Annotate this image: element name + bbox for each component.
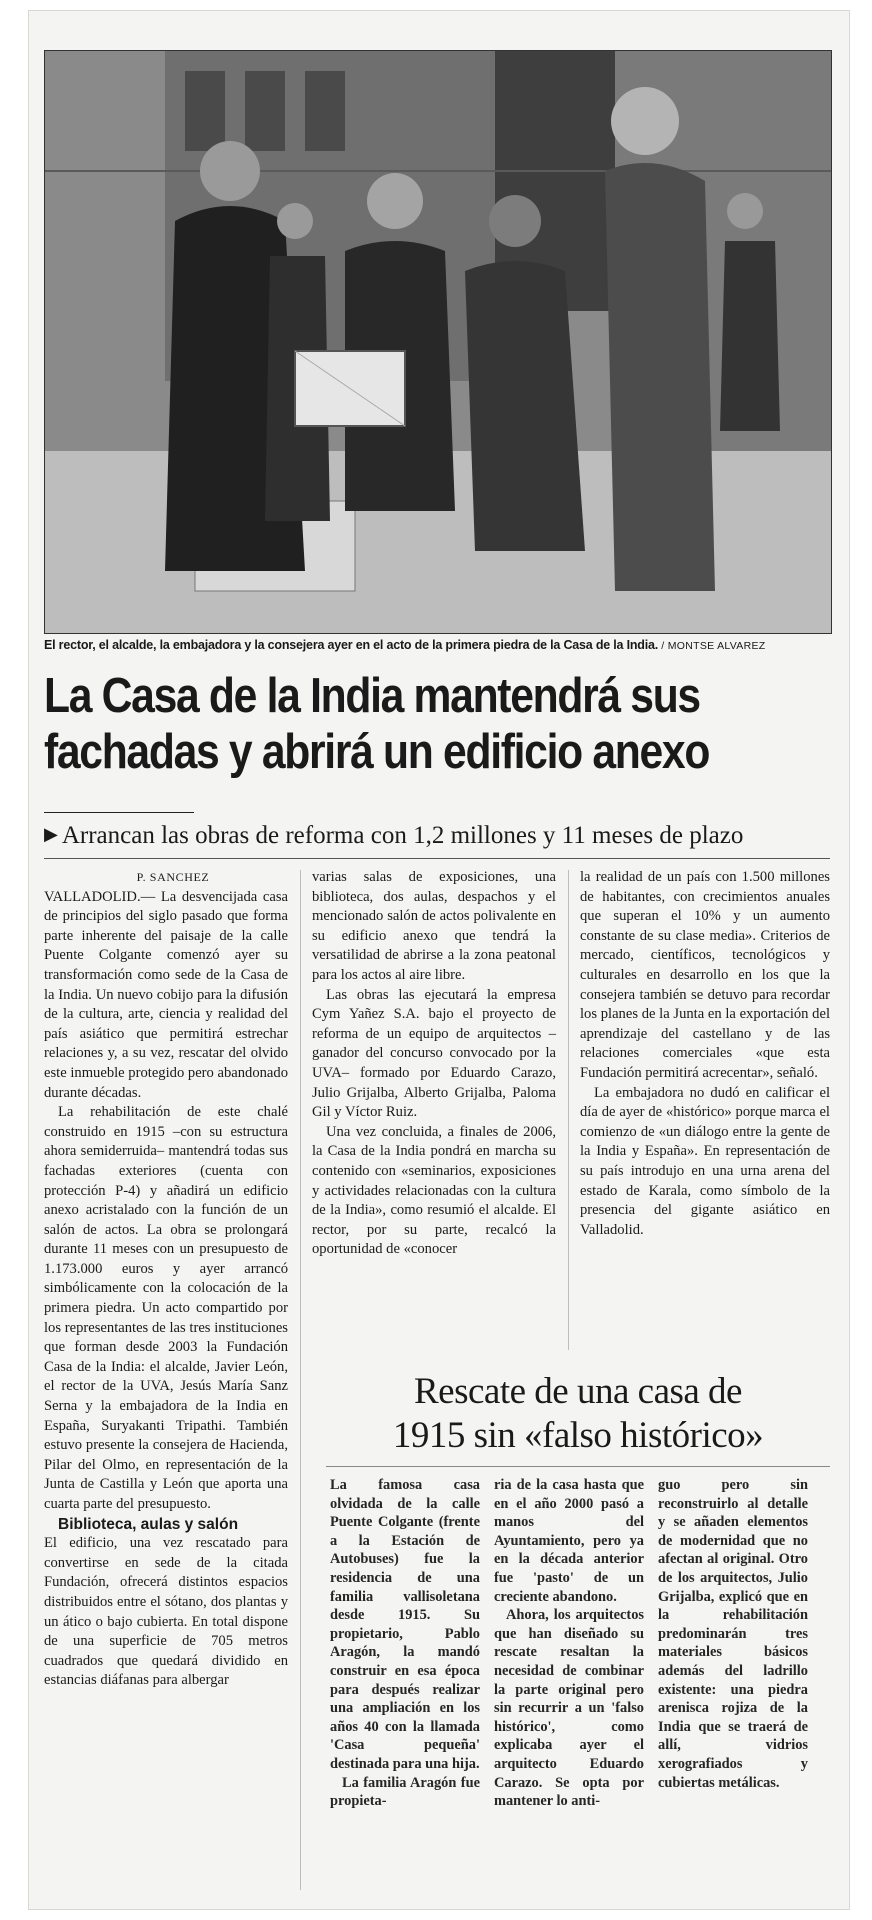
sidebar-paragraph: La famosa casa olvidada de la calle Puente Colgante (frente a la Estación de Autobuses) fue la residencia de una familia vallisoletana desde 1915. Su propietario, Pablo Aragón, la mandó construir en esa época para después realizar una ampliación en los años 40 con la llamada 'Casa pequeña' destinada para una hija. — [330, 1477, 480, 1772]
section-subtitle: Biblioteca, aulas y salón — [58, 1515, 239, 1533]
article-paragraph — [44, 888, 288, 1104]
column-rule — [568, 870, 569, 1350]
paragraph-text: La desvencijada casa de principios del siglo pasado que forma parte inherente del paisaje de la calle Puente Colgante comenzó ayer su transformación como sede de la Casa de la India. Un nuevo cobijo para la difusión de la cultura, arte, ciencia y realidad del país asiático que permitirá estrechar relaciones y, a su vez, rescatar del olvido este inmueble protegido pero abandonado durante décadas. — [44, 888, 288, 1101]
dateline: VALLADOLID.— — [44, 888, 156, 905]
sidebar-title — [326, 1370, 830, 1458]
sidebar-paragraph: guo pero sin reconstruirlo al detalle y se añaden elementos de modernidad que no afectan al original. Otro de los arquitectos, Julio Grijalba, explicó que en la rehabilitación predominarán tres materiales básicos además del ladrillo existente: una piedra arenisca rojiza de la India que se traerá de allí, vidrios xerografiados y cubiertas metálicas. — [658, 1477, 808, 1791]
article-paragraph: la realidad de un país con 1.500 millones de habitantes, con crecimientos anuales que superan el 10% y un aumento constante de su clase media». Criterios de mercado, científicos, tecnológicos y culturales en desarrollo en los que la consejera también se detuvo para recordar los planes de la Junta en la exportación del aprendizaje del castellano y de las relaciones comerciales «que esta Fundación permitirá acrecentar», señaló. — [580, 869, 830, 1081]
byline: P. SANCHEZ — [136, 870, 210, 884]
sidebar-column-3 — [658, 1476, 808, 1792]
article-paragraph: Las obras las ejecutará la empresa Cym Yañez S.A. bajo el proyecto de reforma de un equipo de arquitectos –ganador del concurso convocado por la UVA– formado por Eduardo Carazo, Julio Grijalba, Alberto Grijalba, Paloma Gil y Víctor Ruiz. — [312, 986, 556, 1121]
article-paragraph: La embajadora no dudó en calificar el día de ayer de «histórico» porque marca el comienzo de «un diálogo entre la gente de la India y España». En representación de su país introdujo en una urna arena del estado de Karala, como símbolo de la presencia del gigante asiático en Valladolid. — [580, 1084, 830, 1238]
subheadline — [44, 820, 844, 851]
caption-text: El rector, el alcalde, la embajadora y la consejera ayer en el acto de la primera piedra de la Casa de la India. — [44, 638, 659, 652]
article-paragraph: La rehabilitación de este chalé construido en 1915 –con su estructura ahora semiderruida– mantendrá todas sus fachadas exteriores (cuenta con protección P-4) y añadirá un edificio anexo acristalado con la función de un salón de actos. La obra se prolongará durante 11 meses con un presupuesto de 1.173.000 euros y ayer arrancó simbólicamente con la colocación de la primera piedra. Un acto compartido por los representantes de las tres instituciones que forman desde 2003 la Fundación Casa de la India: el alcalde, Javier León, el rector de la UVA, Jesús María Sanz Serna y la embajadora de la India en España, Suryakanti Tripathi. También estuvo presente la consejera de Hacienda, Pilar del Olmo, en representación de la Junta de Castilla y León que aporta una cuarta parte del presupuesto. — [44, 1104, 288, 1512]
article-paragraph: varias salas de exposiciones, una biblioteca, dos aulas, despachos y el mencionado salón de actos polivalente en su edificio anexo que tendrá la versatilidad de abrirse a la zona peatonal para los actos al aire libre. — [312, 869, 556, 983]
article-column-3 — [580, 868, 830, 1240]
subheadline-text: Arrancan las obras de reforma con 1,2 millones y 11 meses de plazo — [61, 822, 744, 849]
article-column-2 — [312, 868, 556, 1260]
sidebar-divider — [326, 1466, 830, 1467]
photo-illustration — [45, 51, 831, 633]
sidebar-column-2 — [494, 1476, 644, 1811]
photo-credit: / MONTSE ALVAREZ — [661, 640, 766, 652]
triangle-right-icon: ▶ — [44, 824, 58, 845]
sidebar-paragraph: La familia Aragón fue propieta- — [330, 1774, 480, 1810]
sidebar-column-1 — [330, 1476, 480, 1811]
sidebar-paragraph: Ahora, los arquitectos que han diseñado su rescate resaltan la necesidad de combinar la parte original pero sin recurrir a un 'falso histórico', como explicaba ayer el arquitecto Eduardo Carazo. Se opta por mantener lo anti- — [494, 1607, 644, 1810]
sidebar-paragraph: ria de la casa hasta que en el año 2000 pasó a manos del Ayuntamiento, pero ya en la década anterior fue 'pasto' de un creciente abandono. — [494, 1477, 644, 1605]
photo-caption — [44, 638, 830, 652]
news-photo — [44, 50, 832, 634]
headline-line-2: fachadas y abrirá un edificio anexo — [44, 725, 710, 779]
sidebar-title-line-2: 1915 sin «falso histórico» — [392, 1415, 764, 1456]
article-paragraph: El edificio, una vez rescatado para convertirse en sede de la citada Fundación, ofrecerá distintos espacios distribuidos entre el sótano, dos plantas y un ático o bajo cubierta. En total dispone de una superficie de 705 metros cuadrados que quedará dividido en estancias diáfanas para albergar — [44, 1535, 288, 1689]
sidebar-title-line-1: Rescate de una casa de — [414, 1371, 742, 1412]
headline-line-1: La Casa de la India mantendrá sus — [44, 669, 700, 723]
column-rule — [300, 870, 301, 1890]
article-column-1 — [44, 868, 288, 1691]
article-paragraph: Una vez concluida, a finales de 2006, la Casa de la India pondrá en marcha su contenido con «seminarios, exposiciones y actividades relacionadas con la cultura de la India», como resumió el alcalde. El rector, por su parte, recalcó la oportunidad de «conocer — [312, 1123, 556, 1258]
headline — [44, 668, 830, 780]
divider-long — [44, 858, 830, 859]
divider-short — [44, 812, 194, 813]
